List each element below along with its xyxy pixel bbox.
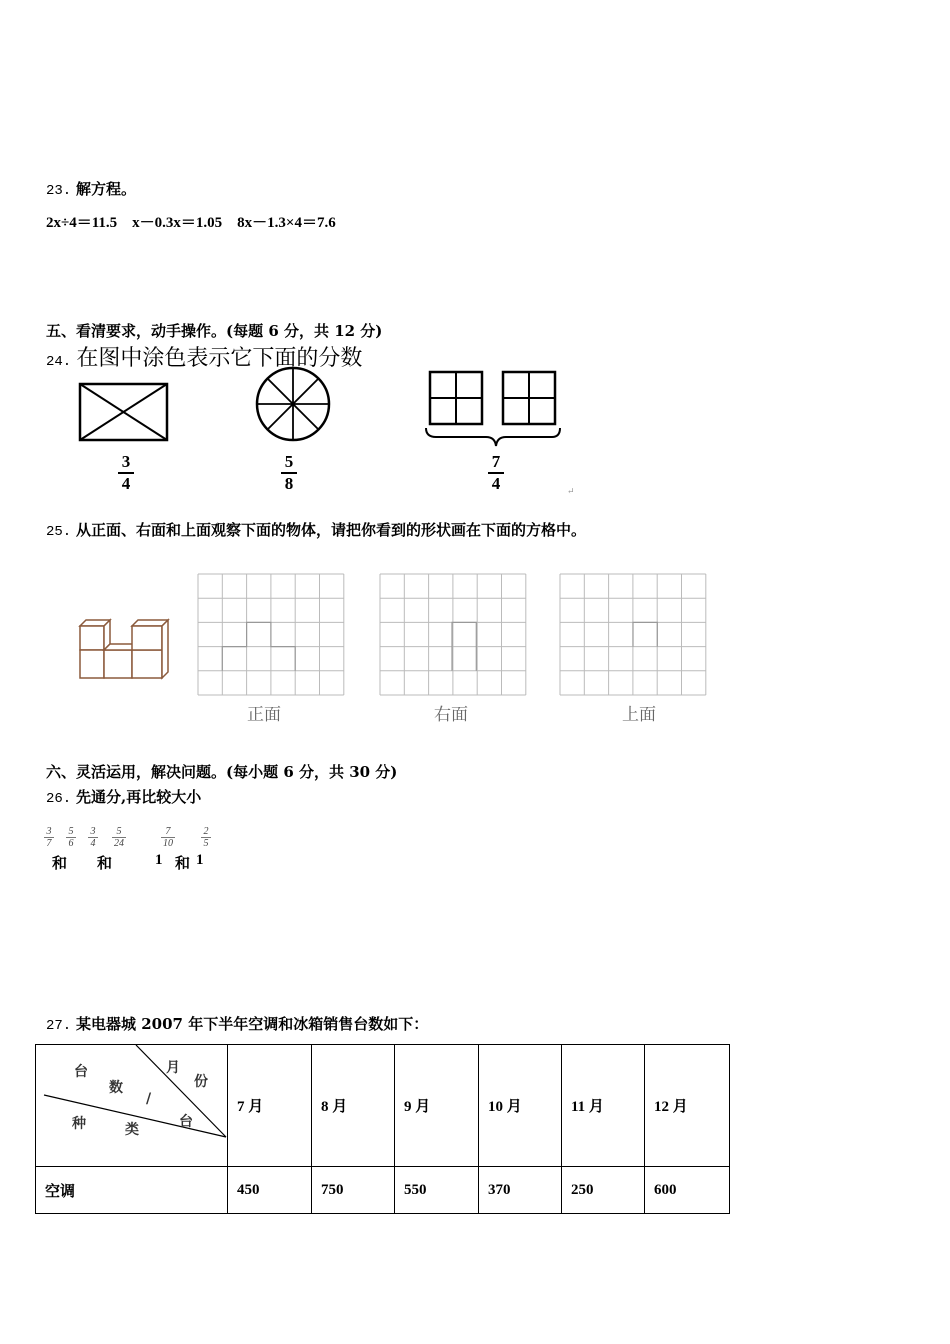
month-cell: 7 月 bbox=[228, 1045, 312, 1167]
and-label-3: 和 bbox=[175, 856, 191, 872]
fraction-5-24: 5 24 bbox=[114, 826, 124, 849]
month-cell: 11 月 bbox=[562, 1045, 645, 1167]
value-cell: 600 bbox=[645, 1167, 730, 1214]
header-char: 台 bbox=[179, 1114, 193, 1130]
section-5-title: 五、看清要求，动手操作。(每题 6 分，共 12 分) bbox=[46, 322, 383, 340]
month-cell: 9 月 bbox=[395, 1045, 479, 1167]
and-label-1: 和 bbox=[52, 856, 68, 872]
question-number: 23. bbox=[46, 183, 72, 199]
question-27 bbox=[46, 1013, 428, 1034]
diagonal-header-cell bbox=[36, 1045, 228, 1167]
fraction-5-8: 5 8 bbox=[281, 453, 297, 493]
and-label-2: 和 bbox=[97, 856, 113, 872]
value-cell: 750 bbox=[312, 1167, 395, 1214]
equations: 2x÷4＝11.5 x－0.3x＝1.05 8x－1.3×4＝7.6 bbox=[46, 215, 336, 231]
value-cell: 550 bbox=[395, 1167, 479, 1214]
header-char: 种 bbox=[72, 1116, 86, 1132]
label-front: 正面 bbox=[247, 705, 281, 725]
one-label-b: 1 bbox=[196, 852, 204, 868]
header-char: 份 bbox=[194, 1074, 208, 1090]
square-grid-1[interactable] bbox=[430, 372, 482, 424]
label-right: 右面 bbox=[434, 705, 468, 725]
rectangle-shape[interactable] bbox=[80, 384, 167, 440]
fraction-3-4: 3 4 bbox=[118, 453, 134, 493]
header-char: 台 bbox=[74, 1064, 88, 1080]
fraction-7-4: 7 4 bbox=[488, 453, 504, 493]
month-cell: 8 月 bbox=[312, 1045, 395, 1167]
circle-shape[interactable] bbox=[257, 368, 329, 440]
diagonal-lines bbox=[36, 1045, 236, 1167]
grid-right[interactable] bbox=[380, 574, 526, 695]
sales-table bbox=[35, 1044, 730, 1214]
cube-object bbox=[74, 612, 174, 684]
question-25 bbox=[46, 519, 586, 540]
label-top: 上面 bbox=[622, 705, 656, 725]
value-cell: 370 bbox=[479, 1167, 562, 1214]
fraction-7-10: 7 10 bbox=[163, 826, 173, 849]
value-cell: 450 bbox=[228, 1167, 312, 1214]
question-number: 26. bbox=[46, 791, 72, 807]
month-cell: 12 月 bbox=[645, 1045, 730, 1167]
drawing-grids bbox=[196, 572, 716, 698]
one-label-a: 1 bbox=[155, 852, 163, 868]
sketch-hint bbox=[633, 622, 657, 646]
header-char: 数 bbox=[109, 1080, 123, 1096]
row-label-cell: 空调 bbox=[36, 1167, 228, 1214]
header-char: 月 bbox=[166, 1060, 180, 1076]
fraction-3-4-small: 3 4 bbox=[88, 826, 98, 849]
brace-icon bbox=[426, 428, 560, 446]
question-number: 24. bbox=[46, 354, 72, 370]
question-26 bbox=[46, 786, 201, 807]
question-number: 27. bbox=[46, 1018, 72, 1034]
header-char: 类 bbox=[125, 1122, 139, 1138]
question-text: 在图中涂色表示它下面的分数 bbox=[76, 346, 363, 371]
square-grid-2[interactable] bbox=[503, 372, 555, 424]
question-text: 某电器城 2007 年下半年空调和冰箱销售台数如下： bbox=[76, 1015, 429, 1033]
fraction-3-7: 3 7 bbox=[44, 826, 54, 849]
fraction-2-5: 2 5 bbox=[201, 826, 211, 849]
question-23 bbox=[46, 178, 136, 199]
question-number: 25. bbox=[46, 524, 72, 540]
table-row bbox=[36, 1167, 730, 1214]
fraction-5-6: 5 6 bbox=[66, 826, 76, 849]
question-text: 先通分,再比较大小 bbox=[76, 788, 202, 806]
header-char: / bbox=[146, 1091, 152, 1107]
table-header-row bbox=[36, 1045, 730, 1167]
return-mark-icon: ↵ bbox=[567, 487, 575, 497]
section-6-title: 六、灵活运用，解决问题。(每小题 6 分，共 30 分) bbox=[46, 763, 398, 781]
question-text: 从正面、右面和上面观察下面的物体，请把你看到的形状画在下面的方格中。 bbox=[76, 521, 587, 539]
value-cell: 250 bbox=[562, 1167, 645, 1214]
month-cell: 10 月 bbox=[479, 1045, 562, 1167]
question-text: 解方程。 bbox=[76, 180, 137, 198]
